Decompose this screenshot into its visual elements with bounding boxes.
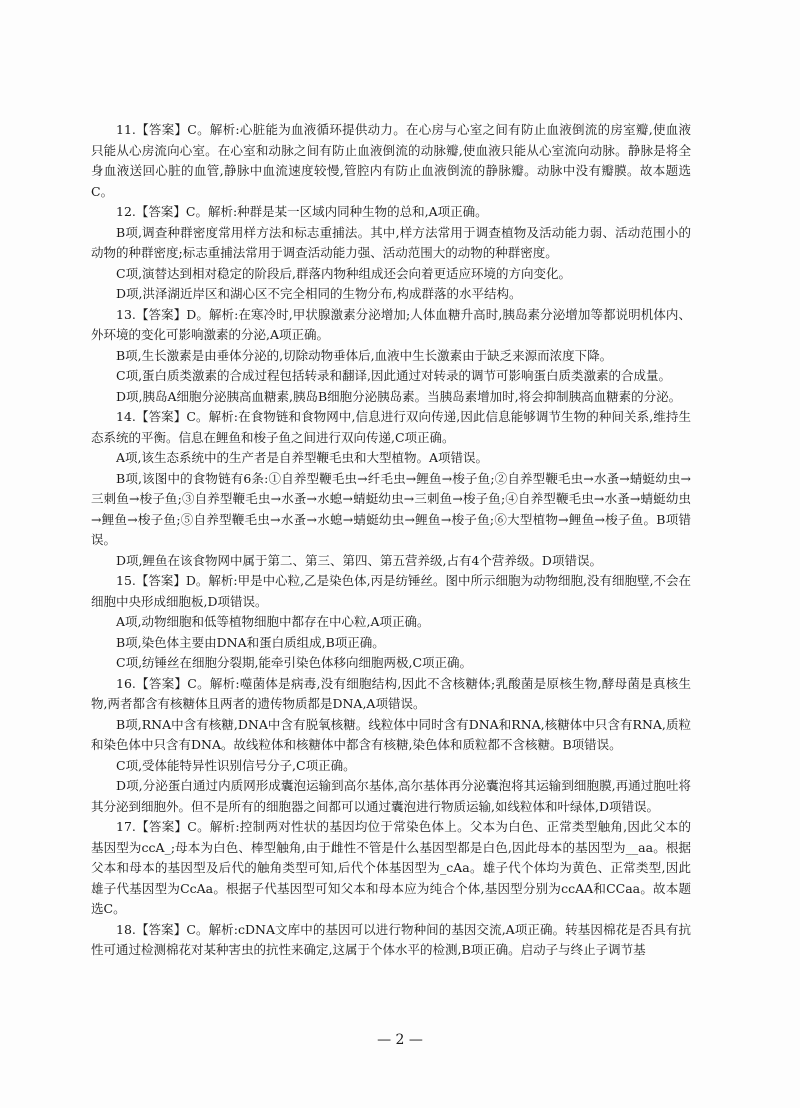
paragraph-q14-a: A项,该生态系统中的生产者是自养型鞭毛虫和大型植物。A项错误。 bbox=[116, 450, 489, 465]
page-number: — 2 — bbox=[377, 1032, 423, 1048]
answer-explanations bbox=[91, 120, 691, 961]
paragraph-q15: 15.【答案】D。解析:甲是中心粒,乙是染色体,丙是纺锤丝。图中所示细胞为动物细胞,没有细胞壁,不会在细胞中央形成细胞板,D项错误。 bbox=[91, 573, 692, 609]
paragraph-q12-d: D项,洪泽湖近岸区和湖心区不完全相同的生物分布,构成群落的水平结构。 bbox=[116, 286, 522, 301]
paragraph-q15-c: C项,纺锤丝在细胞分裂期,能牵引染色体移向细胞两极,C项正确。 bbox=[116, 655, 473, 670]
paragraph-q12: 12.【答案】C。解析:种群是某一区域内同种生物的总和,A项正确。 bbox=[116, 204, 488, 219]
paragraph-q16-d: D项,分泌蛋白通过内质网形成囊泡运输到高尔基体,高尔基体再分泌囊泡将其运输到细胞膜,再通过胞吐将其分泌到细胞外。但不是所有的细胞器之间都可以通过囊泡进行物质运输,如线粒体和叶绿体,D项错误。 bbox=[91, 778, 691, 814]
paragraph-q13-b: B项,生长激素是由垂体分泌的,切除动物垂体后,血液中生长激素由于缺乏来源而浓度下降。 bbox=[116, 347, 613, 363]
paragraph-q18: 18.【答案】C。解析:cDNA文库中的基因可以进行物种间的基因交流,A项正确。转基因棉花是否具有抗性可通过检测棉花对某种害虫的抗性来确定,这属于个体水平的检测,B项正确。启动子与终止子调节基 bbox=[91, 921, 691, 957]
paragraph-q15-a: A项,动物细胞和低等植物细胞中都存在中心粒,A项正确。 bbox=[116, 614, 430, 629]
paragraph-q13-d: D项,胰岛A细胞分泌胰高血糖素,胰岛B细胞分泌胰岛素。当胰岛素增加时,将会抑制胰高血糖素的分泌。 bbox=[116, 388, 682, 404]
paragraph-q16-b: B项,RNA中含有核糖,DNA中含有脱氧核糖。线粒体中同时含有DNA和RNA,核糖体中只含有RNA,质粒和染色体中只含有DNA。故线粒体和核糖体中都含有核糖,染色体和质粒都不含核糖。B项错误。 bbox=[91, 716, 691, 752]
paragraph-q12-b: B项,调查种群密度常用样方法和标志重捕法。其中,样方法常用于调查植物及活动能力弱、活动范围小的动物的种群密度;标志重捕法常用于调查活动能力强、活动范围大的动物的种群密度。 bbox=[91, 224, 691, 260]
paragraph-q14: 14.【答案】C。解析:在食物链和食物网中,信息进行双向传递,因此信息能够调节生物的种间关系,维持生态系统的平衡。信息在鲤鱼和梭子鱼之间进行双向传递,C项正确。 bbox=[91, 409, 691, 445]
paragraph-q12-c: C项,演替达到相对稳定的阶段后,群落内物种组成还会向着更适应环境的方向变化。 bbox=[116, 265, 572, 281]
paragraph-q15-b: B项,染色体主要由DNA和蛋白质组成,B项正确。 bbox=[116, 634, 385, 650]
paragraph-q13-c: C项,蛋白质类激素的合成过程包括转录和翻译,因此通过对转录的调节可影响蛋白质类激素的合成量。 bbox=[116, 368, 672, 383]
paragraph-q16-c: C项,受体能特异性识别信号分子,C项正确。 bbox=[116, 757, 356, 773]
paragraph-q17: 17.【答案】C。解析:控制两对性状的基因均位于常染色体上。父本为白色、正常类型触角,因此父本的基因型为ccA_;母本为白色、棒型触角,由于雌性不管是什么基因型都是白色,因此母本的基因型为__aa。根据父本和母本的基因型及后代的触角类型可知,后代个体基因型为_cAa。雄子代个体均为黄色、正常类型,因此雄子代基因型为CcAa。根据子代基因型可知父本和母本应为纯合个体,基因型分别为ccAA和CCaa。故本题选C。 bbox=[91, 819, 691, 916]
paragraph-q11: 11.【答案】C。解析:心脏能为血液循环提供动力。在心房与心室之间有防止血液倒流的房室瓣,使血液只能从心房流向心室。在心室和动脉之间有防止血液倒流的动脉瓣,使血液只能从心室流向动脉。静脉是将全身血液送回心脏的血管,静脉中血流速度较慢,管腔内有防止血液倒流的静脉瓣。动脉中没有瓣膜。故本题选C。 bbox=[91, 122, 691, 199]
paragraph-q16: 16.【答案】C。解析:噬菌体是病毒,没有细胞结构,因此不含核糖体;乳酸菌是原核生物,酵母菌是真核生物,两者都含有核糖体且两者的遗传物质都是DNA,A项错误。 bbox=[91, 675, 691, 711]
paragraph-q13: 13.【答案】D。解析:在寒冷时,甲状腺激素分泌增加;人体血糖升高时,胰岛素分泌增加等都说明机体内、外环境的变化可影响激素的分泌,A项正确。 bbox=[91, 306, 691, 342]
page-footer bbox=[0, 1032, 800, 1048]
paragraph-q14-b: B项,该图中的食物链有6条:①自养型鞭毛虫→纤毛虫→鲤鱼→梭子鱼;②自养型鞭毛虫→水蚤→蜻蜓幼虫→三刺鱼→梭子鱼;③自养型鞭毛虫→水蚤→水螅→蜻蜓幼虫→三刺鱼→梭子鱼;④自养型鞭毛虫→水蚤→蜻蜓幼虫→鲤鱼→梭子鱼;⑤自养型鞭毛虫→水蚤→水螅→蜻蜓幼虫→鲤鱼→梭子鱼;⑥大型植物→鲤鱼→梭子鱼。B项错误。 bbox=[91, 470, 691, 547]
paragraph-q14-d: D项,鲤鱼在该食物网中属于第二、第三、第四、第五营养级,占有4个营养级。D项错误。 bbox=[116, 552, 602, 568]
